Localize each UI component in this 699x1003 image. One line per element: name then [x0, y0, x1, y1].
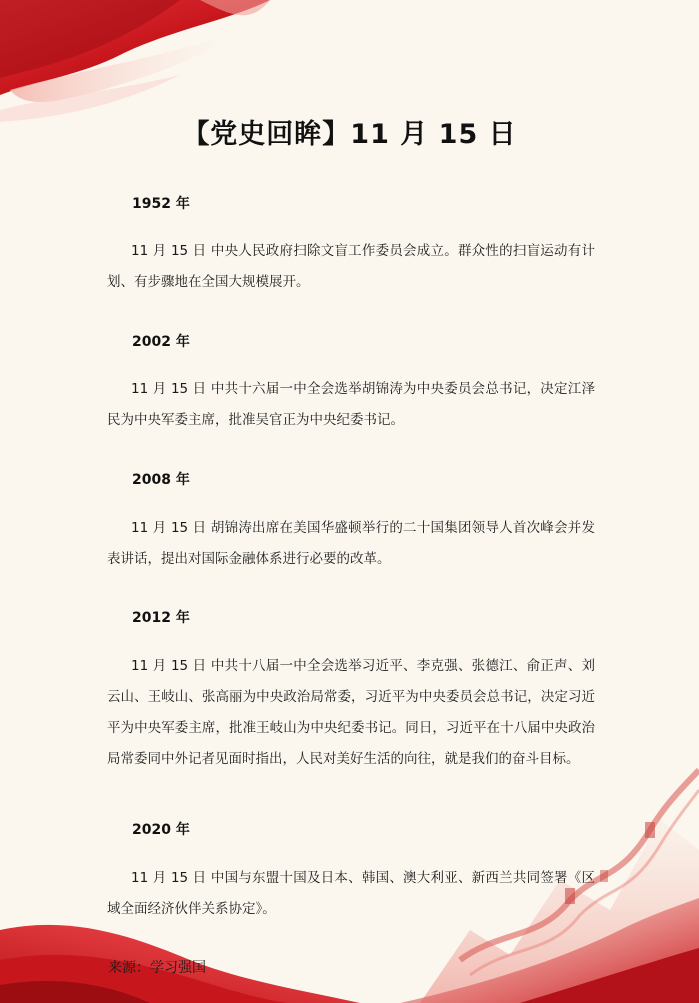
- year-heading: 2020 年: [132, 822, 190, 838]
- page-title: 【党史回眸】11 月 15 日: [182, 119, 517, 150]
- year-heading: 2008 年: [132, 472, 190, 488]
- year-heading: 2012 年: [132, 610, 190, 626]
- entry-paragraph: 11 月 15 日 中国与东盟十国及日本、韩国、澳大利亚、新西兰共同签署《区域全面经济伙伴关系协定》。: [107, 870, 595, 917]
- entry-paragraph: 11 月 15 日 中共十六届一中全会选举胡锦涛为中央委员会总书记，决定江泽民为中央军委主席，批准吴官正为中央纪委书记。: [107, 381, 595, 428]
- year-heading: 2002 年: [132, 334, 190, 350]
- source-credit: 来源：学习强国: [108, 960, 206, 976]
- year-heading: 1952 年: [132, 196, 190, 212]
- entry-paragraph: 11 月 15 日 中共十八届一中全会选举习近平、李克强、张德江、俞正声、刘云山、王岐山、张高丽为中央政治局常委，习近平为中央委员会总书记，决定习近平为中央军委主席，批准王岐山为中央纪委书记。同日，习近平在十八届中央政治局常委同中外记者见面时指出，人民对美好生活的向往，就是我们的奋斗目标。: [107, 658, 595, 767]
- entry-paragraph: 11 月 15 日 中央人民政府扫除文盲工作委员会成立。群众性的扫盲运动有计划、有步骤地在全国大规模展开。: [107, 243, 595, 290]
- entry-paragraph: 11 月 15 日 胡锦涛出席在美国华盛顿举行的二十国集团领导人首次峰会并发表讲话，提出对国际金融体系进行必要的改革。: [107, 520, 595, 567]
